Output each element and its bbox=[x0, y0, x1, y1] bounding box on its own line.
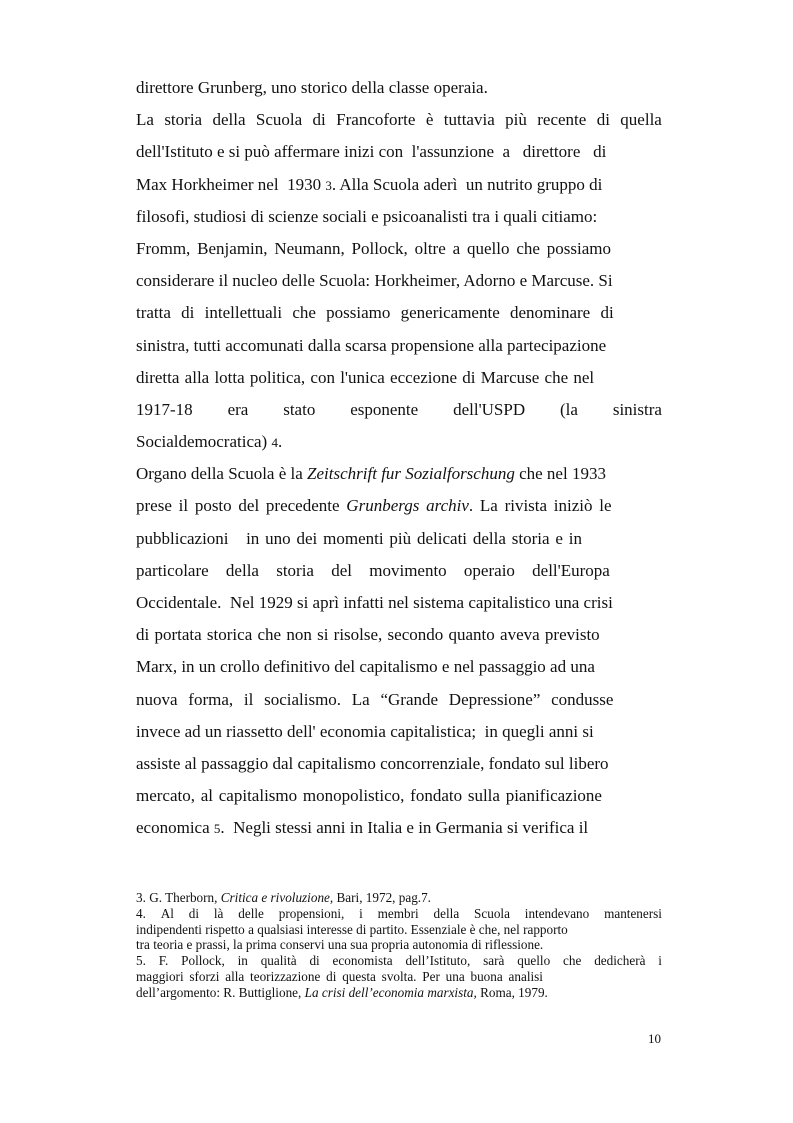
footnote-3: 3. G. Therborn, Critica e rivoluzione, Bari, 1972, pag.7. bbox=[136, 890, 431, 905]
archive-title: Grunbergs archiv bbox=[346, 496, 469, 516]
text-line: 1917-18 era stato esponente dell'USPD (la sinistra bbox=[136, 399, 662, 419]
text-line: invece ad un riassetto dell' economia capitalistica; in quegli anni si bbox=[136, 721, 594, 741]
text-line: dell'Istituto e si può affermare inizi con l'assunzione a direttore di bbox=[136, 142, 607, 162]
text-line: considerare il nucleo delle Scuola: Horkheimer, Adorno e Marcuse. Si bbox=[136, 271, 613, 291]
footnote-ref: 3 bbox=[325, 177, 332, 193]
footnotes bbox=[136, 890, 662, 1001]
footnote-5-line: dell’argomento: R. Buttiglione, La crisi dell’economia marxista, Roma, 1979. bbox=[136, 984, 548, 1000]
text-line: assiste al passaggio dal capitalismo concorrenziale, fondato sul libero bbox=[136, 753, 609, 773]
text-line: filosofi, studiosi di scienze sociali e psicoanalisti tra i quali citiamo: bbox=[136, 206, 598, 226]
journal-title: Zeitschrift fur Sozialforschung bbox=[307, 464, 515, 484]
text-line: nuova forma, il socialismo. La “Grande Depressione” condusse bbox=[136, 689, 614, 709]
footnote-4-line: indipendenti rispetto a qualsiasi interesse di partito. Essenziale è che, nel rapporto bbox=[136, 921, 568, 937]
footnote-5-line: 5. F. Pollock, in qualità di economista dell’Istituto, sarà quello che dedicherà i bbox=[136, 953, 662, 969]
footnote-4-line: tra teoria e prassi, la prima conservi una sua propria autonomia di riflessione. bbox=[136, 937, 544, 953]
text-line: economica 5. Negli stessi anni in Italia e in Germania si verifica il bbox=[136, 818, 589, 838]
text-line: Occidentale. Nel 1929 si aprì infatti nel sistema capitalistico una crisi bbox=[136, 593, 613, 612]
text-line: di portata storica che non si risolse, secondo quanto aveva previsto bbox=[136, 625, 600, 645]
footnote-ref: 4 bbox=[271, 435, 278, 451]
text-line: Socialdemocratica) 4. bbox=[136, 432, 283, 452]
footnote-5-line: maggiori sforzi alla teorizzazione di questa svolta. Per una buona analisi bbox=[136, 968, 543, 984]
text-line: particolare della storia del movimento operaio dell'Europa bbox=[136, 560, 610, 580]
main-text bbox=[136, 72, 662, 845]
text-line: Max Horkheimer nel 1930 3. Alla Scuola aderì un nutrito gruppo di bbox=[136, 174, 603, 194]
text-line: Organo della Scuola è la Zeitschrift fur Sozialforschung che nel 1933 bbox=[136, 464, 606, 484]
text-line: pubblicazioni in uno dei momenti più delicati della storia e in bbox=[136, 528, 582, 548]
text-line: Marx, in un crollo definitivo del capitalismo e nel passaggio ad una bbox=[136, 657, 595, 677]
text-line: prese il posto del precedente Grunbergs archiv. La rivista iniziò le bbox=[136, 496, 612, 516]
text-line: La storia della Scuola di Francoforte è tuttavia più recente di quella bbox=[136, 110, 662, 130]
footnote-ref: 5 bbox=[213, 821, 221, 837]
text-line: direttore Grunberg, uno storico della classe operaia. bbox=[136, 78, 488, 97]
text-line: diretta alla lotta politica, con l'unica eccezione di Marcuse che nel bbox=[136, 367, 595, 387]
page-number: 10 bbox=[648, 1031, 661, 1046]
text-line: mercato, al capitalismo monopolistico, fondato sulla pianificazione bbox=[136, 786, 602, 806]
text-line: Fromm, Benjamin, Neumann, Pollock, oltre a quello che possiamo bbox=[136, 238, 612, 258]
text-line: tratta di intellettuali che possiamo genericamente denominare di bbox=[136, 303, 614, 323]
text-line: sinistra, tutti accomunati dalla scarsa propensione alla partecipazione bbox=[136, 335, 607, 355]
footnote-4-line: 4. Al di là delle propensioni, i membri della Scuola intendevano mantenersi bbox=[136, 905, 662, 921]
